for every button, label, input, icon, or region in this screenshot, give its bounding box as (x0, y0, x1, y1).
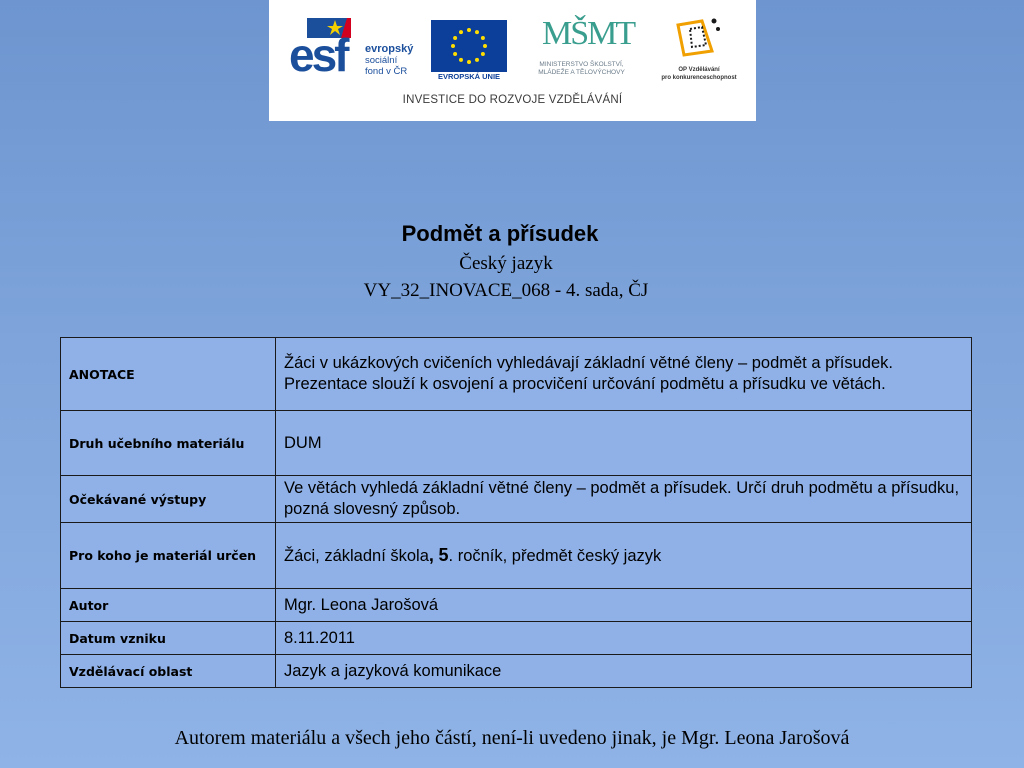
logo-banner (269, 0, 756, 121)
eu-star-icon (459, 30, 463, 34)
esf-line1: evropský (365, 43, 414, 55)
op-mark-icon (672, 15, 724, 61)
row-label: Pro koho je materiál určen (61, 523, 276, 589)
row-value: Ve větách vyhledá základní větné členy – podmět a přísudek. Určí druh podmětu a přísudku, pozná slovesný způsob. (276, 476, 972, 523)
row-label: Druh učebního materiálu (61, 411, 276, 476)
op-caption-2: pro konkurenceschopnost (661, 74, 737, 81)
info-table (60, 337, 972, 688)
eu-star-icon (483, 44, 487, 48)
msmt-caption (514, 61, 649, 77)
eu-star-icon (453, 36, 457, 40)
eu-star-icon (453, 52, 457, 56)
row-label: Datum vzniku (61, 622, 276, 655)
table-row (61, 589, 972, 622)
value-comma: , (428, 544, 434, 565)
row-value: Jazyk a jazyková komunikace (276, 655, 972, 688)
table-row (61, 655, 972, 688)
msmt-mark: MŠMT (542, 15, 635, 52)
value-part-b: . ročník, předmět český jazyk (448, 546, 662, 565)
table-row (61, 622, 972, 655)
row-label: Autor (61, 589, 276, 622)
eu-star-icon (451, 44, 455, 48)
op-logo (654, 15, 744, 87)
eu-logo (431, 20, 507, 82)
eu-star-icon (475, 58, 479, 62)
msmt-caption-2: MLÁDEŽE A TĚLOVÝCHOVY (538, 69, 625, 76)
row-label: ANOTACE (61, 338, 276, 411)
esf-line2: sociální (365, 55, 398, 66)
table-row (61, 338, 972, 411)
eu-star-icon (467, 60, 471, 64)
op-caption-1: OP Vzdělávání (678, 67, 720, 73)
msmt-caption-1: MINISTERSTVO ŠKOLSTVÍ, (539, 61, 624, 68)
table-row (61, 476, 972, 523)
eu-star-icon (459, 58, 463, 62)
subject-line: Český jazyk (459, 253, 553, 274)
row-value: DUM (276, 411, 972, 476)
eu-star-icon (481, 36, 485, 40)
eu-star-icon (481, 52, 485, 56)
row-value (276, 523, 972, 589)
esf-line3: fond v ČR (365, 66, 408, 77)
eu-star-icon (475, 30, 479, 34)
footer-credit: Autorem materiálu a všech jeho částí, není-li uvedeno jinak, je Mgr. Leona Jarošová (174, 727, 850, 749)
esf-mark: esf (289, 29, 347, 81)
grade-number: 5 (438, 544, 449, 565)
code-line: VY_32_INOVACE_068 - 4. sada, ČJ (363, 280, 649, 301)
row-value: Mgr. Leona Jarošová (276, 589, 972, 622)
table-row (61, 523, 972, 589)
op-caption (654, 67, 744, 82)
page-title: Podmět a přísudek (401, 221, 599, 246)
value-part-a: Žáci, základní škola (284, 546, 429, 565)
table-row (61, 411, 972, 476)
esf-text (365, 44, 413, 77)
row-value: 8.11.2011 (276, 622, 972, 655)
row-label: Očekávané výstupy (61, 476, 276, 523)
banner-subtitle: INVESTICE DO ROZVOJE VZDĚLÁVÁNÍ (402, 94, 623, 106)
esf-logo (289, 18, 429, 88)
eu-flag-icon (431, 20, 507, 72)
eu-caption: EVROPSKÁ UNIE (437, 72, 501, 81)
row-value: Žáci v ukázkových cvičeních vyhledávají základní větné členy – podmět a přísudek. Prezentace slouží k osvojení a procvičení určování podmětu a přísudku ve větách. (276, 338, 972, 411)
row-label: Vzdělávací oblast (61, 655, 276, 688)
eu-star-icon (467, 28, 471, 32)
msmt-logo (514, 15, 649, 85)
